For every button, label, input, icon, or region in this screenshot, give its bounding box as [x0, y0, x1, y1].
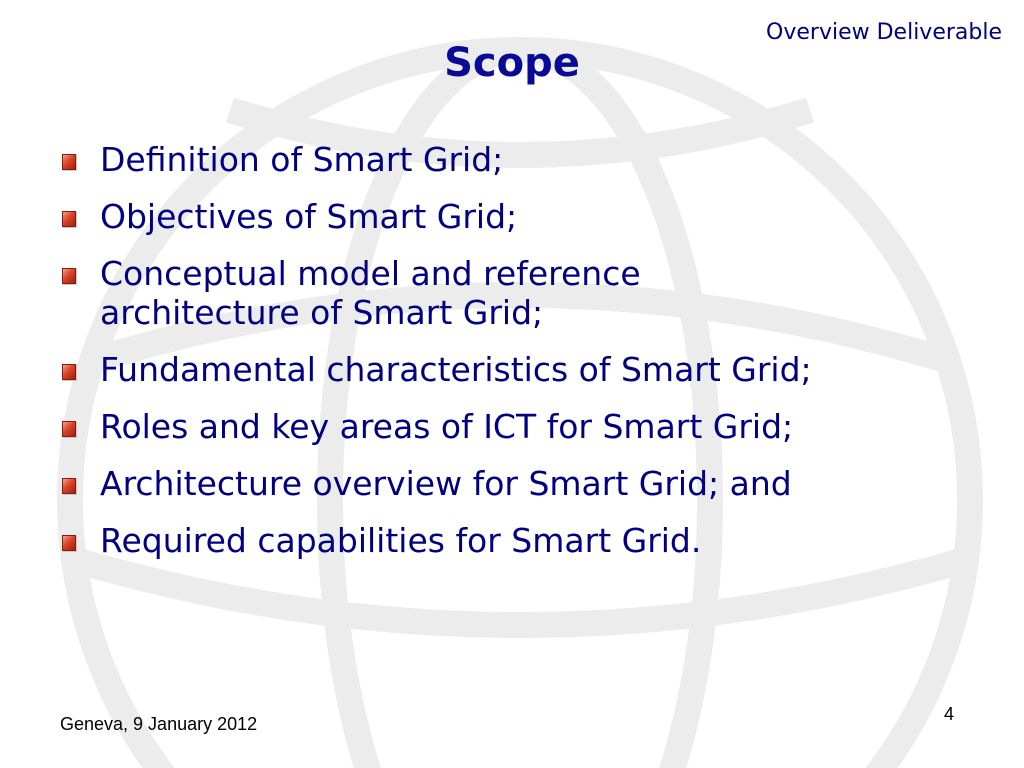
bullet-text: Objectives of Smart Grid;	[100, 197, 518, 236]
footer-date: Geneva, 9 January 2012	[60, 714, 258, 734]
bullet-text: Roles and key areas of ICT for Smart Grid;	[100, 407, 794, 446]
slide-title: Scope	[444, 40, 580, 86]
bullet-item	[62, 254, 982, 332]
bullet-item	[62, 197, 982, 236]
bullet-item	[62, 140, 982, 179]
bullet-item	[62, 407, 982, 446]
square-bullet-icon	[62, 535, 76, 551]
square-bullet-icon	[62, 421, 76, 437]
square-bullet-icon	[62, 154, 76, 170]
square-bullet-icon	[62, 364, 76, 380]
bullet-text: Definition of Smart Grid;	[100, 140, 504, 179]
bullet-text: Architecture overview for Smart Grid; and	[100, 464, 792, 503]
bullet-text: Required capabilities for Smart Grid.	[100, 521, 702, 560]
bullet-item	[62, 464, 982, 503]
bullet-text: Conceptual model and reference	[100, 254, 641, 293]
bullet-text: Fundamental characteristics of Smart Grid;	[100, 350, 812, 389]
bullet-item	[62, 350, 982, 389]
header-tag: Overview Deliverable	[766, 20, 1002, 45]
slide-number: 4	[944, 704, 955, 724]
square-bullet-icon	[62, 211, 76, 227]
bullet-item	[62, 521, 982, 560]
bullet-list	[62, 140, 982, 578]
bullet-text-continuation: architecture of Smart Grid;	[100, 293, 544, 332]
square-bullet-icon	[62, 268, 76, 284]
square-bullet-icon	[62, 478, 76, 494]
